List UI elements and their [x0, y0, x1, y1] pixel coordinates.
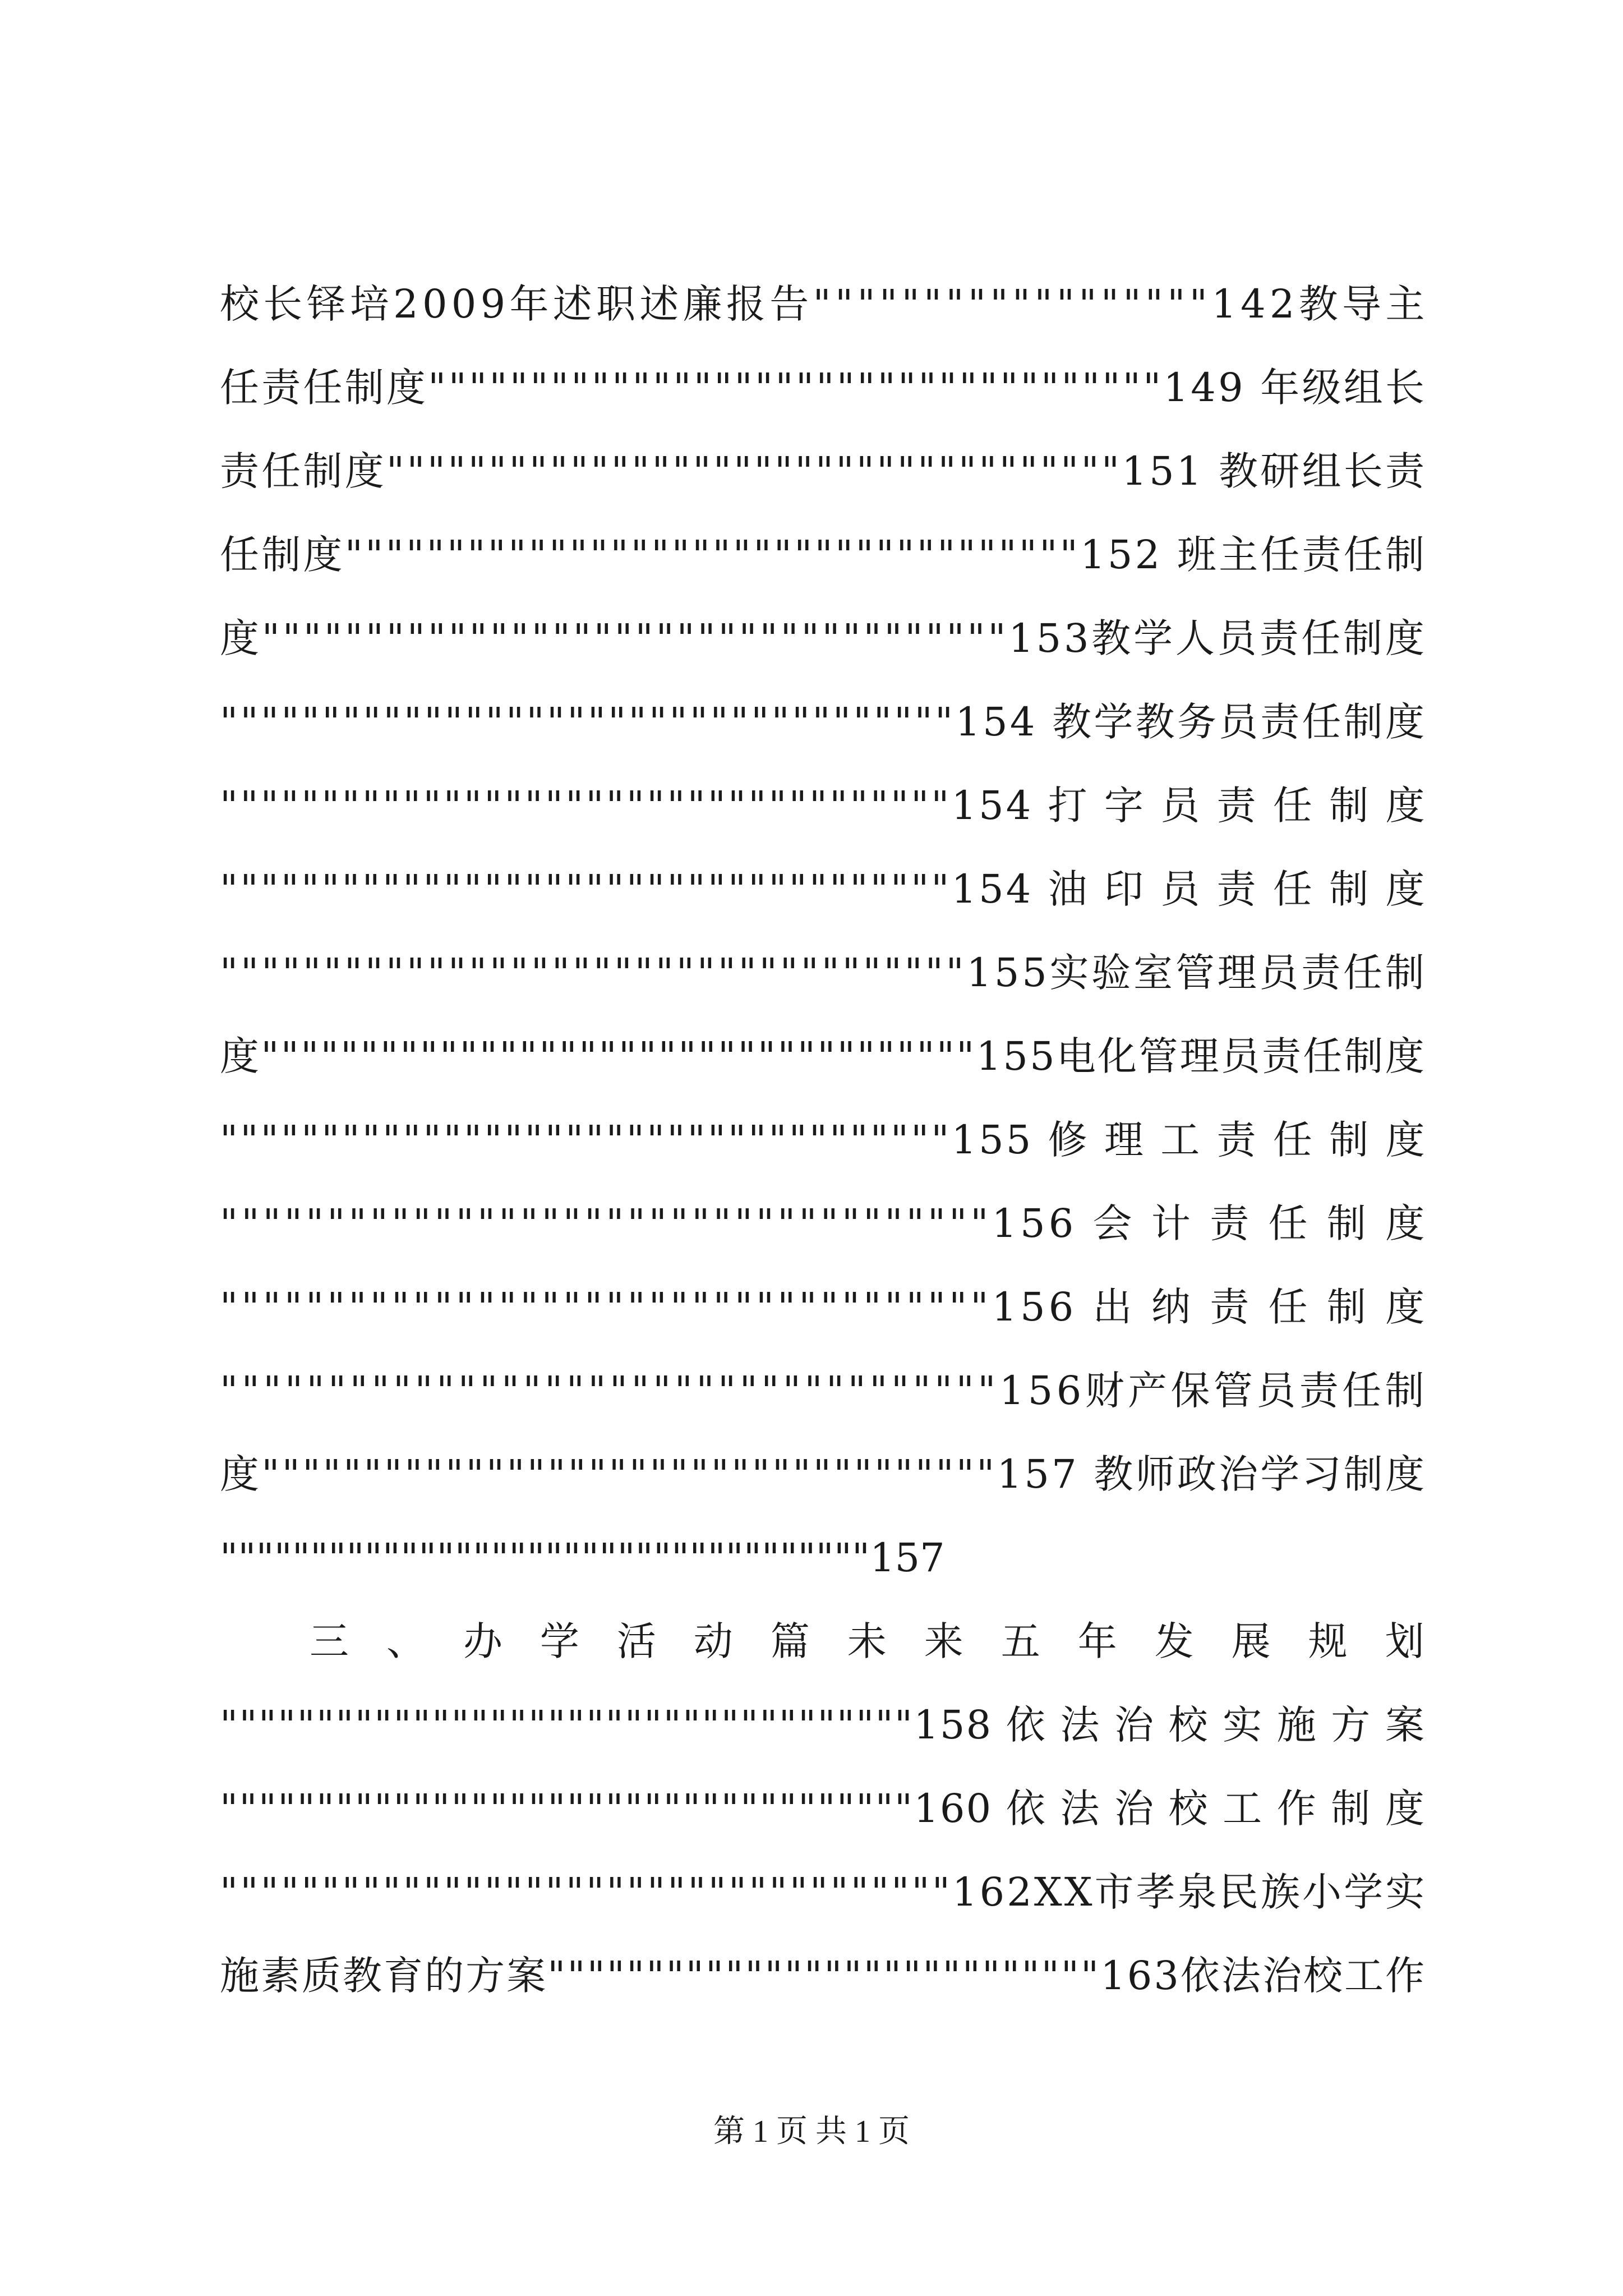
- line-text: 施素质教育的方案""""""""""""""""""""""""""""163依法治校工作: [220, 1953, 1427, 1999]
- text-line: [220, 764, 1427, 848]
- text-line: [220, 1015, 1424, 1098]
- line-text: """"""""""""""""""""""""""""""""""""154 油 印 员 责 任 制 度: [220, 866, 1427, 912]
- line-text: """"""""""""""""""""""""""""""""""""156财产保管员责任制: [220, 1368, 1428, 1414]
- line-text: 度""""""""""""""""""""""""""""""""""""157 教师政治学习制度: [220, 1451, 1427, 1497]
- line-text: """"""""""""""""""""""""""""""""""""156 会 计 责 任 制 度: [220, 1200, 1428, 1246]
- line-text: 度""""""""""""""""""""""""""""""""""""155电化管理员责任制度: [220, 1033, 1426, 1079]
- line-text: """"""""""""""""""""""""""""""""""""162XX市孝泉民族小学实: [220, 1869, 1427, 1915]
- text-line: [220, 1182, 1428, 1266]
- text-line: [220, 597, 1427, 680]
- text-line: [220, 1851, 1427, 1934]
- line-text: """"""""""""""""""""""""""""""""""""155 修 理 工 责 任 制 度: [220, 1117, 1427, 1163]
- text-line: [220, 346, 1427, 430]
- line-text: """"""""""""""""""""""""""""""""""""154 打 字 员 责 任 制 度: [220, 783, 1427, 829]
- line-text: """"""""""""""""""""""""""""""""""""155实验室管理员责任制: [220, 950, 1427, 996]
- line-text: """"""""""""""""""""""""""""""""""""157: [220, 1535, 945, 1581]
- text-line: [220, 1433, 1427, 1516]
- line-text: 任责任制度""""""""""""""""""""""""""""""""""""149 年级组长: [220, 365, 1427, 411]
- text-line: [220, 1683, 1424, 1767]
- text-line: [220, 1767, 1424, 1851]
- text-line: [220, 1516, 1424, 1600]
- text-line: [220, 1349, 1428, 1433]
- section-heading: 三 、 办 学 活 动 篇 未 来 五 年 发 展 规 划: [310, 1618, 1437, 1664]
- text-line: [220, 1098, 1427, 1182]
- document-body: [220, 263, 1437, 2018]
- line-text: """"""""""""""""""""""""""""""""""""154 教学教务员责任制度: [220, 699, 1427, 745]
- section-heading-line: [220, 1600, 1437, 1683]
- text-line: [220, 430, 1427, 513]
- line-text: """"""""""""""""""""""""""""""""""""158 依 法 治 校 实 施 方 案: [220, 1702, 1426, 1748]
- page-footer: 第 1 页 共 1 页: [713, 2114, 910, 2149]
- text-line: [220, 1266, 1428, 1349]
- text-line: [220, 848, 1427, 931]
- line-text: 任制度""""""""""""""""""""""""""""""""""""152 班主任责任制: [220, 532, 1427, 578]
- line-text: 校长铎培2009年述职述廉报告""""""""""""""""""142教导主: [220, 281, 1429, 327]
- text-line: [220, 1934, 1427, 2018]
- text-line: [220, 931, 1427, 1015]
- text-line: [220, 263, 1429, 346]
- line-text: """"""""""""""""""""""""""""""""""""156 出 纳 责 任 制 度: [220, 1284, 1428, 1330]
- text-line: [220, 680, 1427, 764]
- line-text: """"""""""""""""""""""""""""""""""""160 依 法 治 校 工 作 制 度: [220, 1786, 1426, 1832]
- line-text: 度""""""""""""""""""""""""""""""""""""153教学人员责任制度: [220, 615, 1427, 661]
- line-text: 责任制度""""""""""""""""""""""""""""""""""""151 教研组长责: [220, 448, 1427, 494]
- text-line: [220, 513, 1427, 597]
